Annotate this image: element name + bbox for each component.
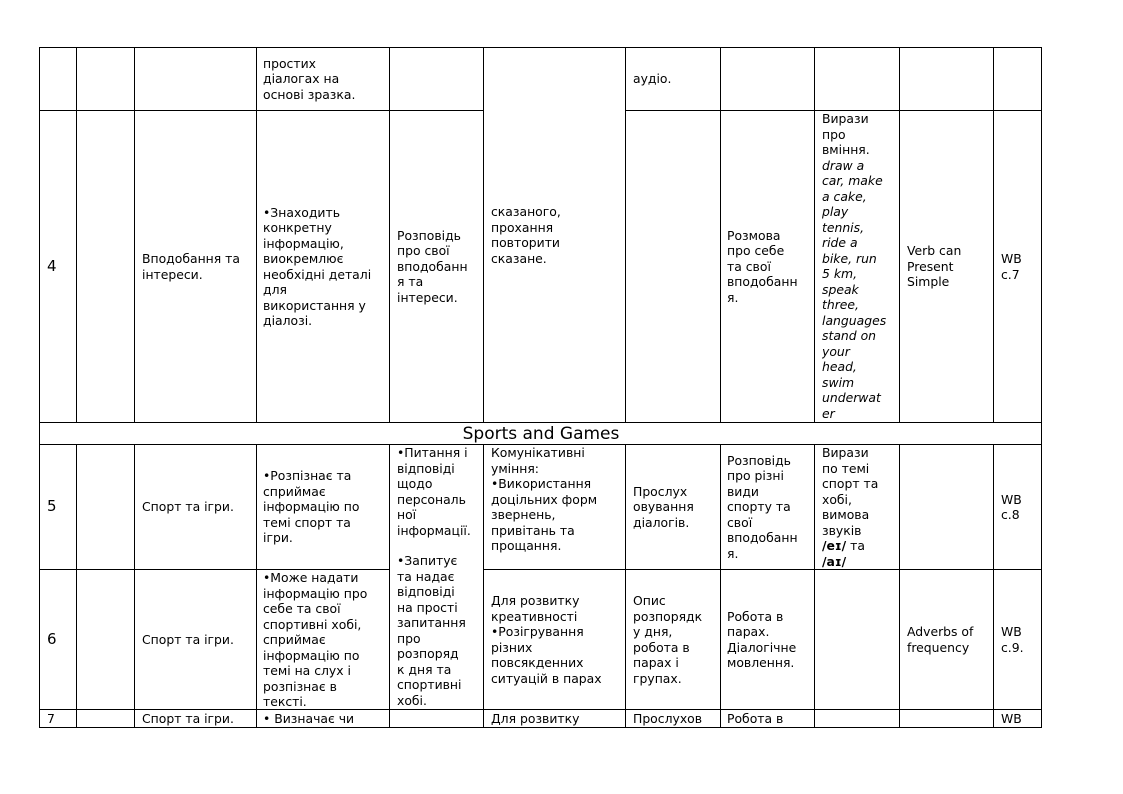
r6-homework-cell: WB c.9. [1001,624,1024,655]
r5-listening-cell: Прослух овування діалогів. [633,483,694,530]
section-title: Sports and Games [462,423,620,444]
text-line: простих [263,55,316,71]
text-line: аудіо. [633,71,672,87]
r7-homework-cell: WB [1001,710,1022,726]
r5-skills-cell: •Розпізнає та сприймає інформацію по темі спорт та ігри. [263,468,360,546]
r5-production-cell: Розповідь про різні види спорту та свої вподобанн я. [727,452,798,561]
r7-topic: Спорт та ігри. [142,710,234,726]
r7-production-cell: Робота в [727,710,784,726]
r5-interaction-cell: Комунікативні уміння: •Використання доцільних форм звернень, привітань та прощання. [491,445,598,553]
text-line: інтереси. [142,266,203,282]
r4-speaking-cell: Розповідь про свої вподобанн я та інтереси. [397,227,468,305]
r7-skills-cell: • Визначає чи [263,710,355,726]
r5-homework-cell: WB c.8 [1001,491,1022,522]
r5-vocabulary-cell: Вирази по темі спорт та хобі, вимова звуків /eɪ/ та /aɪ/ [822,445,879,569]
r6-topic: Спорт та ігри. [142,631,234,647]
r4-production-cell: Розмова про себе та свої вподобанн я. [727,227,798,305]
r4-grammar-cell: Verb can Present Simple [907,243,962,290]
r6-production-cell: Робота в парах. Діалогічне мовлення. [727,608,797,670]
text-line: діалогах на [263,71,340,87]
r6-listening-cell: Опис розпорядк у дня, робота в парах і групах. [633,593,703,686]
r0-listening-cell [633,48,719,110]
r5-topic: Спорт та ігри. [142,499,234,515]
text-line: Вподобання та [142,251,240,266]
r4-vocabulary-cell: Вирази про вміння. draw a car, make a cake, play tennis, ride a bike, run 5 km, speak three, languages stand on your head, swim underwat er [822,111,887,421]
r0-skills-cell [263,48,387,110]
r6-lesson-number: 6 [47,629,57,648]
r4-interaction-cell: сказаного, прохання повторити сказане. [491,204,561,266]
r4-homework-cell: WB c.7 [1001,251,1022,282]
r5-r6-speaking-cell: •Питання і відповіді щодо персональ ної інформації. •Запитує та надає відповіді на прості запитання про розпоряд к дня та спортивні хобі. [397,445,471,708]
r6-interaction-cell: Для розвитку креативності •Розігрування різних повсякденних ситуацій в парах [491,593,602,686]
r4-topic [142,111,255,422]
r7-lesson-number: 7 [47,710,55,726]
text-line: основі зразка. [263,86,356,102]
r4-skills-cell: •Знаходить конкретну інформацію, виокремлює необхідні деталі для використання у діалозі. [263,204,372,328]
r6-grammar-cell: Adverbs of frequency [907,624,974,655]
r5-lesson-number: 5 [47,497,57,516]
r7-interaction-cell: Для розвитку [491,710,580,726]
r6-skills-cell: •Може надати інформацію про себе та свої спортивні хобі, сприймає інформацію по темі на слух і розпізнає в тексті. [263,570,368,709]
r4-lesson-number: 4 [47,256,57,275]
r7-listening-cell: Прослухов [633,710,703,726]
